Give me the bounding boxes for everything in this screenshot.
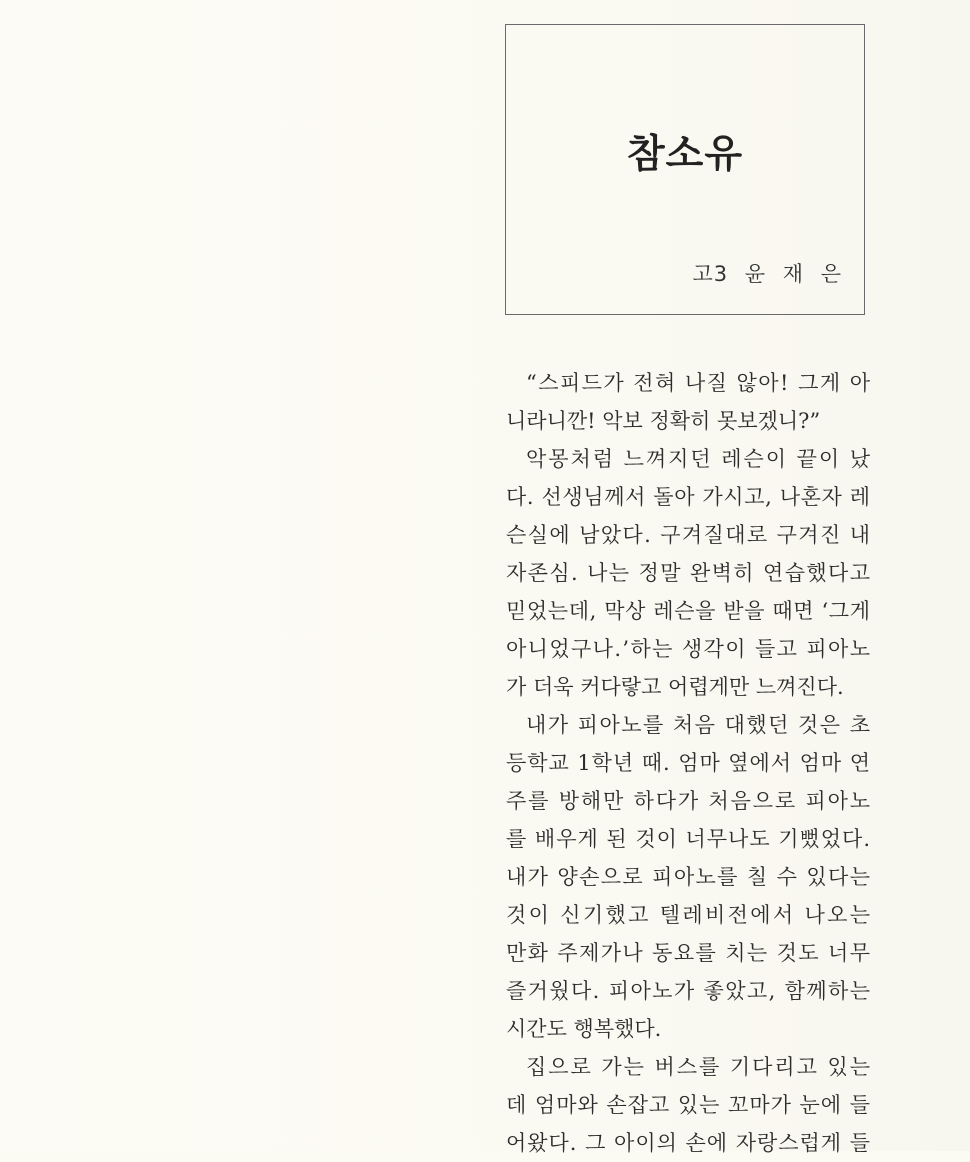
text-line: 를 배우게 된 것이 너무나도 기뻤었다. [506,827,871,851]
text-line: 다. 선생님께서 돌아 가시고, 나혼자 레 [506,485,871,509]
text-line: 시간도 행복했다. [506,1017,662,1041]
author-byline: 고3 윤 재 은 [692,262,842,286]
text-line: 슨실에 남았다. 구겨질대로 구겨진 내 [506,523,872,547]
title-box [505,24,865,315]
text-line: 가 더욱 커다랗고 어렵게만 느껴진다. [506,675,844,699]
text-line: 자존심. 나는 정말 완벽히 연습했다고 [506,561,872,585]
text-line: 데 엄마와 손잡고 있는 꼬마가 눈에 들 [506,1093,871,1117]
text-line: 주를 방해만 하다가 처음으로 피아노 [506,789,872,813]
text-line: 등학교 1학년 때. 엄마 옆에서 엄마 연 [506,751,871,775]
text-line: 어왔다. 그 아이의 손에 자랑스럽게 들 [506,1131,871,1155]
text-line: 것이 신기했고 텔레비전에서 나오는 [506,903,872,927]
text-line: 악몽처럼 느껴지던 레슨이 끝이 났 [526,447,872,471]
text-line: 니라니깐! 악보 정확히 못보겠니?” [506,409,821,433]
text-line: 집으로 가는 버스를 기다리고 있는 [526,1055,872,1079]
text-line: 아니었구나.’하는 생각이 들고 피아노 [506,637,872,661]
essay-body [506,364,872,1162]
text-line: 내가 피아노를 처음 대했던 것은 초 [526,713,872,737]
text-line: 내가 양손으로 피아노를 칠 수 있다는 [506,865,872,889]
essay-title: 참소유 [626,132,744,177]
text-line: 즐거웠다. 피아노가 좋았고, 함께하는 [506,979,872,1003]
text-line: 만화 주제가나 동요를 치는 것도 너무 [506,941,872,965]
text-line: 믿었는데, 막상 레슨을 받을 때면 ‘그게 [506,599,871,623]
text-line: “스피드가 전혀 나질 않아! 그게 아 [526,371,872,395]
